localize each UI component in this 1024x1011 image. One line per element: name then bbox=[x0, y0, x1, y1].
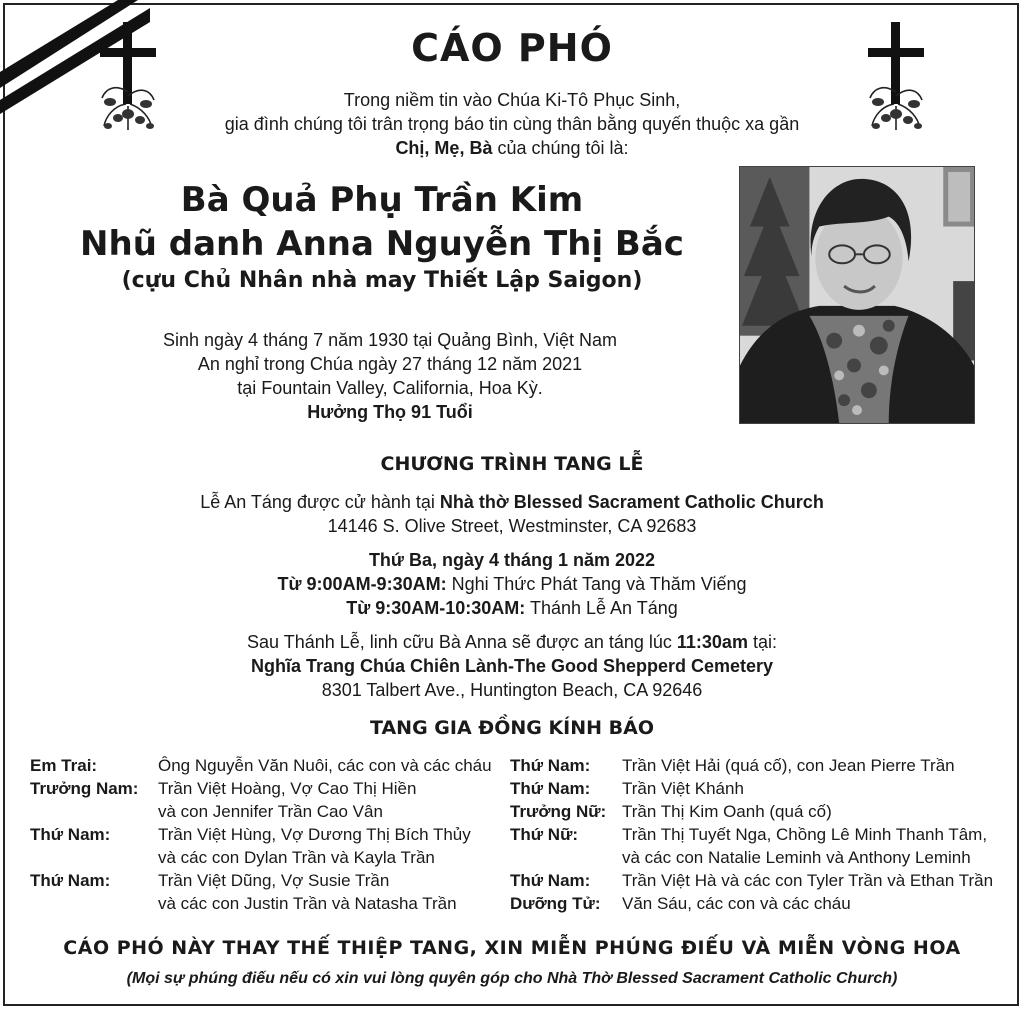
list-item bbox=[510, 869, 1010, 892]
footer-notice: CÁO PHÓ NÀY THAY THẾ THIỆP TANG, XIN MIỄN PHÚNG ĐIẾU VÀ MIỄN VÒNG HOA bbox=[63, 937, 961, 959]
list-item bbox=[30, 777, 510, 823]
schedule-slot-1 bbox=[112, 572, 912, 596]
life-dates bbox=[90, 328, 690, 424]
slot-2-desc: Thánh Lễ An Táng bbox=[525, 598, 678, 618]
family-role: Thứ Nữ: bbox=[510, 825, 579, 844]
list-item bbox=[510, 892, 1010, 915]
deceased-portrait-photo bbox=[739, 166, 975, 424]
family-role: Dưỡng Tử: bbox=[510, 894, 601, 913]
family-member: Trần Việt Hùng, Vợ Dương Thị Bích Thủy bbox=[158, 825, 471, 844]
funeral-prefix: Lễ An Táng được cử hành tại bbox=[200, 492, 440, 512]
funeral-date: Thứ Ba, ngày 4 tháng 1 năm 2022 bbox=[368, 550, 656, 570]
family-column-left bbox=[30, 754, 510, 915]
family-member: và con Jennifer Trần Cao Vân bbox=[158, 802, 383, 821]
burial-prefix: Sau Thánh Lễ, linh cữu Bà Anna sẽ được an táng lúc bbox=[247, 632, 677, 652]
intro-relation: Chị, Mẹ, Bà bbox=[395, 138, 493, 158]
family-role: Thứ Nam: bbox=[30, 871, 111, 890]
burial-info bbox=[112, 630, 912, 654]
funeral-location bbox=[112, 490, 912, 514]
birth-info: Sinh ngày 4 tháng 7 năm 1930 tại Quảng Bình, Việt Nam bbox=[163, 330, 617, 350]
intro-line-3 bbox=[162, 136, 862, 160]
church-address: 14146 S. Olive Street, Westminster, CA 92683 bbox=[327, 516, 697, 536]
list-item bbox=[30, 823, 510, 869]
family-member: Trần Việt Dũng, Vợ Susie Trần bbox=[158, 871, 390, 890]
intro-text bbox=[162, 88, 862, 160]
family-role: Thứ Nam: bbox=[510, 756, 591, 775]
family-role: Thứ Nam: bbox=[30, 825, 111, 844]
cemetery-address: 8301 Talbert Ave., Huntington Beach, CA 92646 bbox=[321, 680, 703, 700]
deceased-name-block bbox=[30, 178, 734, 296]
slot-1-desc: Nghi Thức Phát Tang và Thăm Viếng bbox=[446, 574, 747, 594]
family-member: Trần Thị Kim Oanh (quá cố) bbox=[622, 802, 832, 821]
funeral-program bbox=[112, 490, 912, 702]
family-column-right bbox=[510, 754, 1010, 915]
family-heading: TANG GIA ĐỒNG KÍNH BÁO bbox=[369, 717, 655, 739]
deceased-name-line-1: Bà Quả Phụ Trần Kim bbox=[180, 180, 584, 220]
slot-2-time: Từ 9:30AM-10:30AM: bbox=[346, 598, 526, 618]
cemetery-name: Nghĩa Trang Chúa Chiên Lành-The Good Shepperd Cemetery bbox=[250, 656, 774, 676]
list-item bbox=[510, 777, 1010, 800]
family-list bbox=[30, 754, 1010, 919]
intro-line-1: Trong niềm tin vào Chúa Ki-Tô Phục Sinh, bbox=[343, 90, 681, 110]
family-member: và các con Justin Trần và Natasha Trần bbox=[158, 894, 457, 913]
list-item bbox=[510, 823, 1010, 869]
family-member: Văn Sáu, các con và các cháu bbox=[622, 894, 851, 913]
list-item bbox=[30, 869, 510, 915]
family-role: Trưởng Nam: bbox=[30, 779, 139, 798]
family-member: Ông Nguyễn Văn Nuôi, các con và các cháu bbox=[158, 756, 492, 775]
death-place: tại Fountain Valley, California, Hoa Kỳ. bbox=[237, 378, 543, 398]
family-member: Trần Thị Tuyết Nga, Chồng Lê Minh Thanh Tâm, bbox=[622, 825, 988, 844]
page-title: CÁO PHÓ bbox=[411, 26, 613, 70]
family-member: Trần Việt Khánh bbox=[622, 779, 744, 798]
list-item bbox=[30, 754, 510, 777]
deceased-name-line-2: Nhũ danh Anna Nguyễn Thị Bắc bbox=[80, 224, 684, 264]
family-member: và các con Natalie Leminh và Anthony Leminh bbox=[622, 848, 971, 867]
death-info: An nghỉ trong Chúa ngày 27 tháng 12 năm 2021 bbox=[197, 354, 583, 374]
family-member: Trần Việt Hà và các con Tyler Trần và Ethan Trần bbox=[622, 871, 994, 890]
family-role: Em Trai: bbox=[30, 756, 98, 775]
burial-suffix: tại: bbox=[747, 632, 777, 652]
slot-1-time: Từ 9:00AM-9:30AM: bbox=[277, 574, 447, 594]
family-role: Thứ Nam: bbox=[510, 779, 591, 798]
age-at-death: Hưởng Thọ 91 Tuổi bbox=[307, 402, 473, 422]
church-name: Nhà thờ Blessed Sacrament Catholic Church bbox=[439, 492, 824, 512]
list-item bbox=[510, 754, 1010, 777]
family-member: Trần Việt Hải (quá cố), con Jean Pierre Trần bbox=[622, 756, 955, 775]
burial-time: 11:30am bbox=[676, 632, 748, 652]
intro-line-2: gia đình chúng tôi trân trọng báo tin cùng thân bằng quyến thuộc xa gần bbox=[224, 114, 800, 134]
family-member: và các con Dylan Trần và Kayla Trần bbox=[158, 848, 435, 867]
program-heading: CHƯƠNG TRÌNH TANG LỄ bbox=[380, 453, 644, 475]
intro-line-3-rest: của chúng tôi là: bbox=[492, 138, 629, 158]
list-item bbox=[510, 800, 1010, 823]
schedule-slot-2 bbox=[112, 596, 912, 620]
deceased-subtitle: (cựu Chủ Nhân nhà may Thiết Lập Saigon) bbox=[121, 268, 643, 293]
family-role: Thứ Nam: bbox=[510, 871, 591, 890]
footer-donation-note: (Mọi sự phúng điếu nếu có xin vui lòng quyên góp cho Nhà Thờ Blessed Sacrament Catholic Church) bbox=[126, 970, 898, 987]
family-role: Trưởng Nữ: bbox=[510, 802, 607, 821]
family-member: Trần Việt Hoàng, Vợ Cao Thị Hiền bbox=[158, 779, 417, 798]
